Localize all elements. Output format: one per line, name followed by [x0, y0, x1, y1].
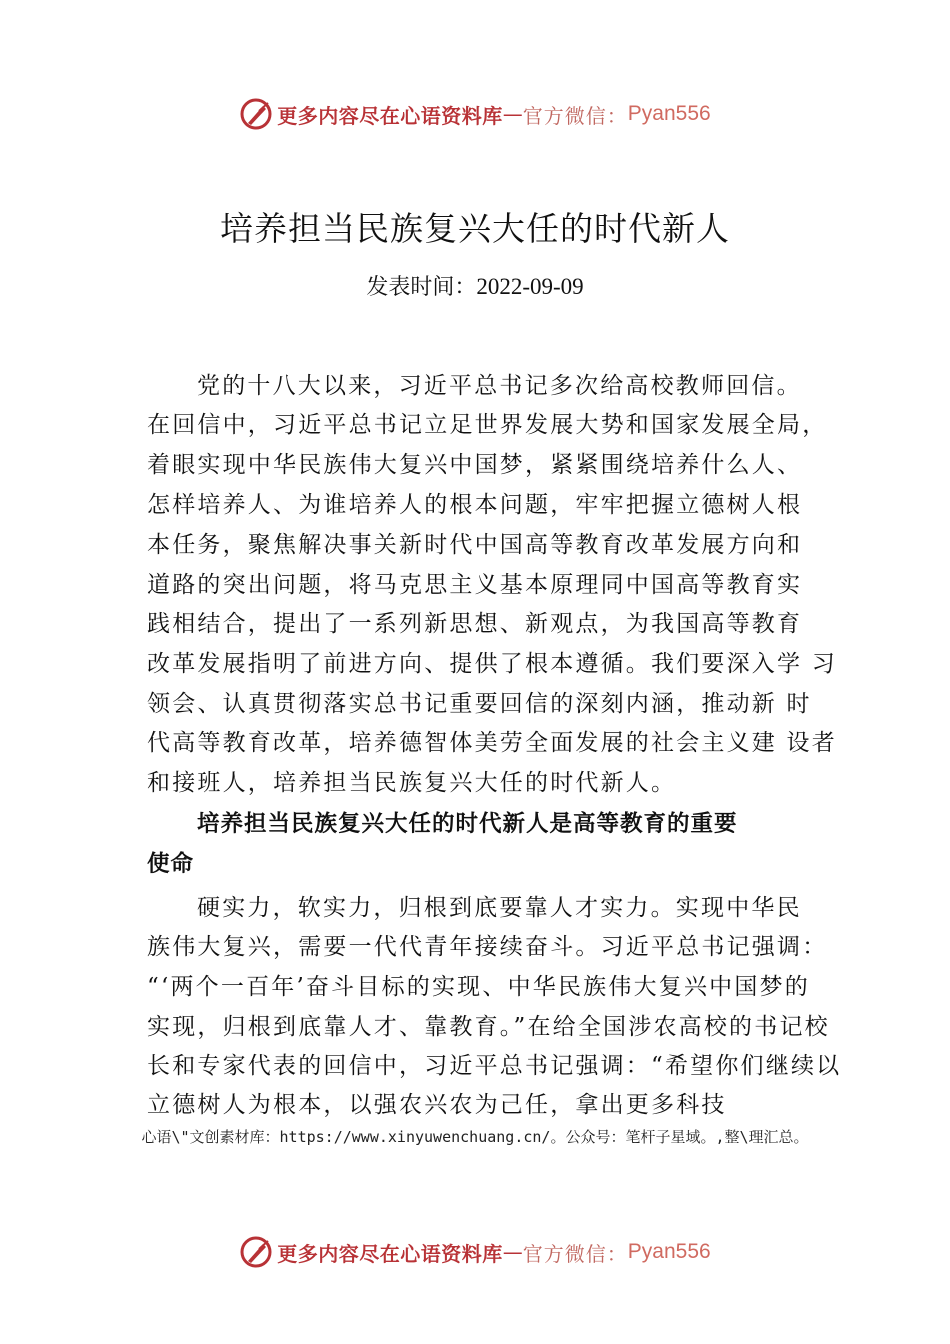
body-line: 和接班人，培养担当民族复兴大任的时代新人。: [147, 770, 677, 796]
banner-separator: —: [502, 1240, 523, 1264]
body-line: 本任务，聚焦解决事关新时代中国高等教育改革发展方向和: [147, 532, 803, 558]
section-heading: 培养担当民族复兴大任的时代新人是高等教育的重要: [197, 811, 738, 837]
publish-date-value: 2022-09-09: [476, 274, 584, 299]
source-note: 心语\"文创素材库：https://www.xinyuwenchuang.cn/。公众号：笔杆子星域。,整\理汇总。: [141, 1128, 809, 1146]
banner-main-text: 更多内容尽在心语资料库: [277, 103, 503, 128]
body-line: 怎样培养人、为谁培养人的根本问题，牢牢把握立德树人根: [147, 492, 803, 518]
article-title: 培养担当民族复兴大任的时代新人: [220, 209, 730, 248]
body-line: 道路的突出问题，将马克思主义基本原理同中国高等教育实: [147, 572, 803, 598]
body-line: “‘两个一百年’奋斗目标的实现、中华民族伟大复兴中国梦的: [147, 974, 810, 1000]
banner-main-text: 更多内容尽在心语资料库: [277, 1241, 503, 1266]
body-line: 实现，归根到底靠人才、靠教育。”在给全国涉农高校的书记校: [147, 1014, 830, 1040]
body-line: 践相结合，提出了一系列新思想、新观点，为我国高等教育: [147, 611, 803, 637]
banner-wechat-id: Pyan556: [627, 102, 711, 125]
body-line: 代高等教育改革，培养德智体美劳全面发展的社会主义建 设者: [147, 730, 837, 756]
body-line: 领会、认真贯彻落实总书记重要回信的深刻内涵，推动新 时: [147, 691, 812, 717]
footer-banner: [0, 1232, 950, 1272]
body-line: 硬实力，软实力，归根到底要靠人才实力。实现中华民: [197, 895, 802, 921]
body-line: 立德树人为根本，以强农兴农为己任，拿出更多科技: [147, 1092, 727, 1118]
publish-date-label: 发表时间：: [366, 275, 477, 300]
banner-wechat-id: Pyan556: [627, 1240, 711, 1263]
publish-date: [0, 270, 950, 301]
body-line: 在回信中，习近平总书记立足世界发展大势和国家发展全局，: [147, 412, 828, 438]
body-line: 着眼实现中华民族伟大复兴中国梦，紧紧围绕培养什么人、: [147, 452, 803, 478]
body-line: 长和专家代表的回信中，习近平总书记强调：“希望你们继续以: [147, 1053, 842, 1079]
quill-circle-logo-icon: [239, 1235, 273, 1269]
section-heading-cont: 使命: [147, 851, 195, 877]
header-banner: [0, 94, 950, 134]
body-line: 族伟大复兴，需要一代代青年接续奋斗。习近平总书记强调：: [147, 934, 828, 960]
banner-wechat-label: 官方微信：: [522, 1241, 628, 1266]
body-line: 党的十八大以来，习近平总书记多次给高校教师回信。: [197, 373, 802, 399]
quill-circle-logo-icon: [239, 97, 273, 131]
banner-separator: —: [502, 102, 523, 126]
banner-wechat-label: 官方微信：: [522, 103, 628, 128]
body-line: 改革发展指明了前进方向、提供了根本遵循。我们要深入学 习: [147, 651, 837, 677]
